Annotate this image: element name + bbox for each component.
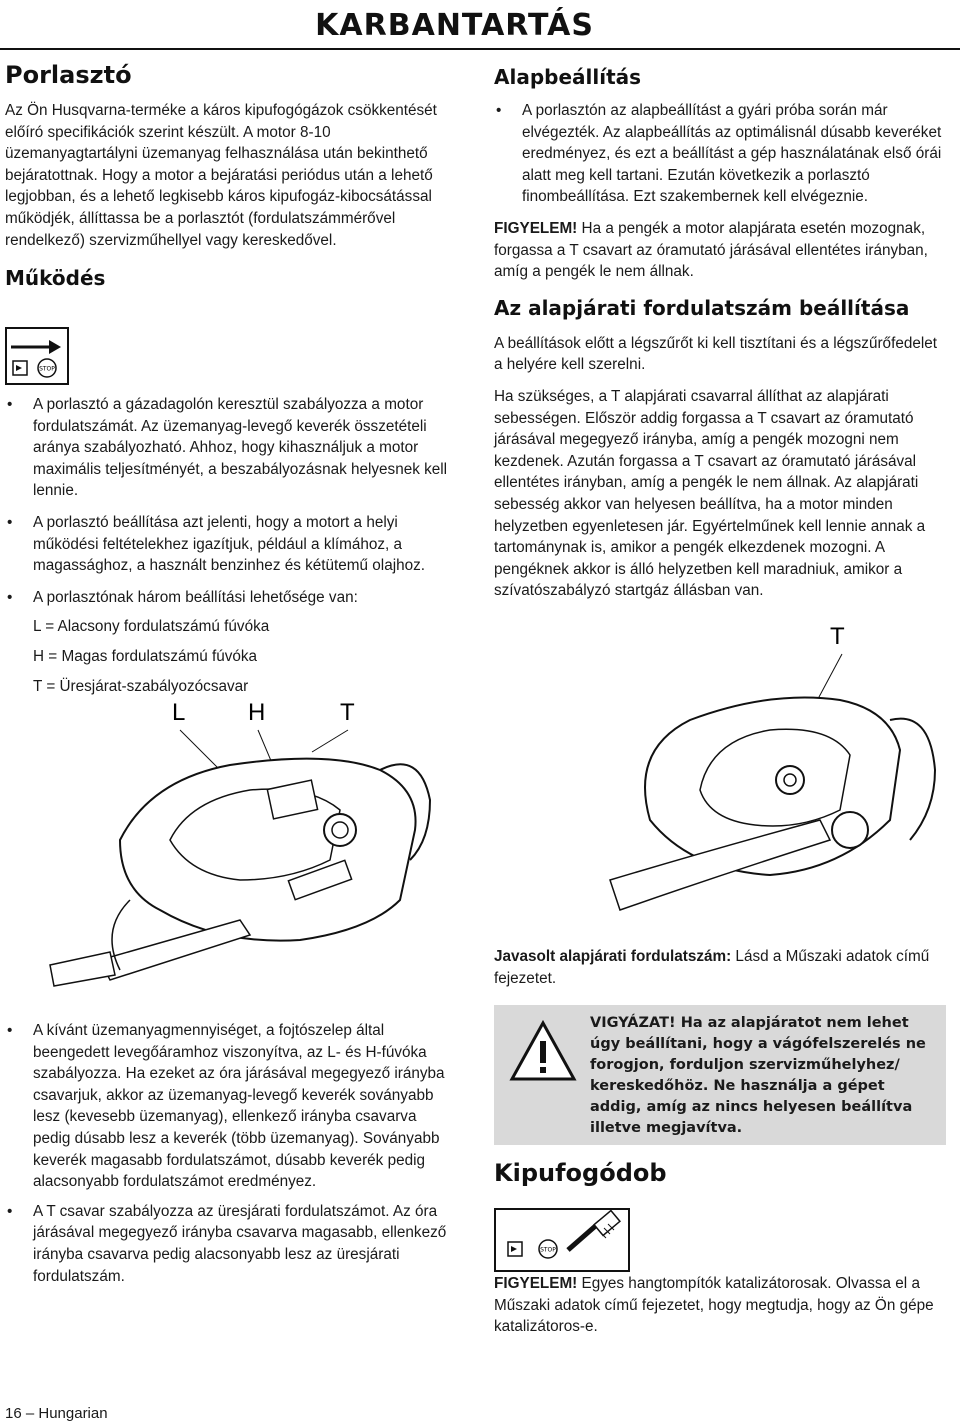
brush-stop-icon	[496, 1210, 628, 1270]
idle-screw-illustration	[590, 620, 950, 935]
svg-text:T: T	[830, 623, 845, 650]
list-item: • A T csavar szabályozza az üresjárati fordulatszámot. Az óra járásával megegyező irányba csavarva magasabb, ellenkező irányba csavarva pedig alacsonyabb lesz az üresjárati fordulatszám.	[5, 1201, 457, 1287]
page-title: KARBANTARTÁS	[315, 8, 594, 43]
svg-text:STOP: STOP	[39, 365, 55, 373]
section-heading-porlaszto: Porlasztó	[5, 61, 132, 89]
alapjarat-paragraph-2: Ha szükséges, a T alapjárati csavarral állíthat az alapjárati sebességen. Először addig forgassa a T csavart az óramutató járásával megegyező irányba, amíg a pengék mozogni nem kezdenek. Azután forgassa a T csavart az óramutató járásával ellentétes irányban, amíg a pengék le nem állnak. Az alapjárati sebesség akkor van helyesen beállítva, ha a motor minden helyzetben egyenletesen jár. Egyértelműnek kell lennie annak a tartománynak is, amikor a pengék elkezdenek mozogni. A pengéknek akkor is álló helyzetben kell maradniuk, amikor a szívatószabályzó startgáz állásban van.	[494, 387, 926, 600]
porlaszto-paragraph: Az Ön Husqvarna-terméke a káros kipufogógázok csökkentését előíró specifikációk szerint készült. A motor 8-10 üzemanyagtartályni üzemanyag felhasználása után bekinthető bejáratottnak. Hogy a motor a bejáratási periódus után a lehető legjobban, és a lehető legkisebb káros kipufogáz-kibocsátással működjék, állíttassa be a porlasztót (fordulatszámmérővel rendelkező) szervizműhellyel vagy kereskedővel.	[5, 102, 437, 249]
kipufogo-heading-block	[494, 1158, 946, 1188]
recommend-block	[494, 946, 946, 989]
svg-text:H: H	[248, 699, 266, 726]
mukodes-list-block	[5, 394, 457, 697]
list-item: • A porlasztónak három beállítási lehetősége van:	[5, 587, 457, 609]
right-column	[494, 58, 946, 602]
setting-l: L = Alacsony fordulatszámú fúvóka	[33, 618, 270, 636]
carburetor-illustration	[40, 690, 460, 1010]
section-heading-kipufogo: Kipufogódob	[494, 1159, 667, 1187]
list-item: • A porlasztó a gázadagolón keresztül szabályozza a motor fordulatszámát. Az üzemanyag-levegő keverék összetételi aránya szabályozható. Ahhoz, hogy kihasználjuk a motor maximális teljesítményét, a beszabályozásnak helyesnek kell lennie.	[5, 394, 457, 502]
note-text: Egyes hangtompítók katalizátorosak. Olvassa el a Műszaki adatok című fejezetet, hogy megtudja, hogy az Ön gépe katalizátoros-e.	[494, 1275, 934, 1336]
svg-text:STOP: STOP	[540, 1246, 556, 1254]
header-rule	[0, 48, 960, 50]
list-item: • A porlasztón az alapbeállítást a gyári próba során már elvégezték. Az alapbeállítás az optimálisnál dúsabb keveréket eredményez, és ezt a beállítást a gép használatának első órái alatt meg kell tartani. Ezután következik a porlasztó finombeállítása. Ezt szakembernek kell elvégeznie.	[494, 100, 946, 208]
recommend-text: Lásd a Műszaki adatok című fejezetet.	[494, 948, 930, 987]
recommended-idle-note	[494, 946, 946, 989]
kipufogo-note	[494, 1273, 946, 1338]
alapjarat-paragraph-1: A beállítások előtt a légszűrőt ki kell tisztítani és a légszűrőfedelet a helyére kell szerelni.	[494, 334, 937, 374]
page-footer: 16 – Hungarian	[5, 1405, 108, 1422]
list-item: • A porlasztó beállítása azt jelenti, hogy a motort a helyi működési feltételekhez igazítjuk, például a klímához, a magassághoz, a használt benzinhez és kétütemű olajhoz.	[5, 512, 457, 577]
list-item: • A kívánt üzemanyagmennyiséget, a fojtószelep által beengedett levegőáramhoz viszonyítva, az L- és H-fúvóka szabályozza. Ha ezeket az óra járásával megegyező irányba csavarjuk, akkor az üzemanyag-levegő keverék soványabb lesz (kevesebb üzemanyag), ellenkező irányba csavarva pedig dúsabb lesz a keverék (több üzemanyag). Soványabb keverék magasabb fordulatszámot, dúsabb keverék pedig alacsonyabb fordulatszámot eredményez.	[5, 1020, 457, 1193]
section-heading-alapbeallitas: Alapbeállítás	[494, 65, 642, 89]
left-column	[5, 58, 457, 291]
section-heading-mukodes: Működés	[5, 266, 106, 291]
muffler-pictogram	[494, 1208, 630, 1272]
alapbeallitas-note	[494, 218, 946, 283]
svg-text:T: T	[340, 699, 355, 726]
warning-box	[494, 1005, 946, 1145]
setting-h: H = Magas fordulatszámú fúvóka	[33, 647, 258, 665]
arrow-stop-icon	[7, 329, 67, 383]
operation-pictogram	[5, 327, 69, 385]
warning-triangle-icon	[508, 1019, 578, 1083]
note-label: FIGYELEM!	[494, 219, 578, 237]
note-text: Ha a pengék a motor alapjárata esetén mozognak, forgassa a T csavart az óramutató járásával ellentétes irányban, amíg a pengék le nem állnak.	[494, 219, 928, 281]
warning-text: VIGYÁZAT! Ha az alapjáratot nem lehet úgy beállítani, hogy a vágófelszerelés ne forogjon, forduljon szervizműhelyhez/ kereskedőhöz. Ne használja a gépet addig, amíg az nincs helyesen beállítva illetve megjavítva.	[590, 1015, 926, 1136]
kipufogo-note-block	[494, 1273, 946, 1338]
left-lower-list-block	[5, 1020, 457, 1287]
section-heading-alapjarat: Az alapjárati fordulatszám beállítása	[494, 295, 910, 320]
note-label: FIGYELEM!	[494, 1275, 578, 1292]
page-header	[0, 0, 960, 50]
recommend-label: Javasolt alapjárati fordulatszám:	[494, 948, 732, 965]
svg-text:L: L	[172, 699, 186, 726]
setting-t: T = Üresjárat-szabályozócsavar	[33, 677, 249, 695]
